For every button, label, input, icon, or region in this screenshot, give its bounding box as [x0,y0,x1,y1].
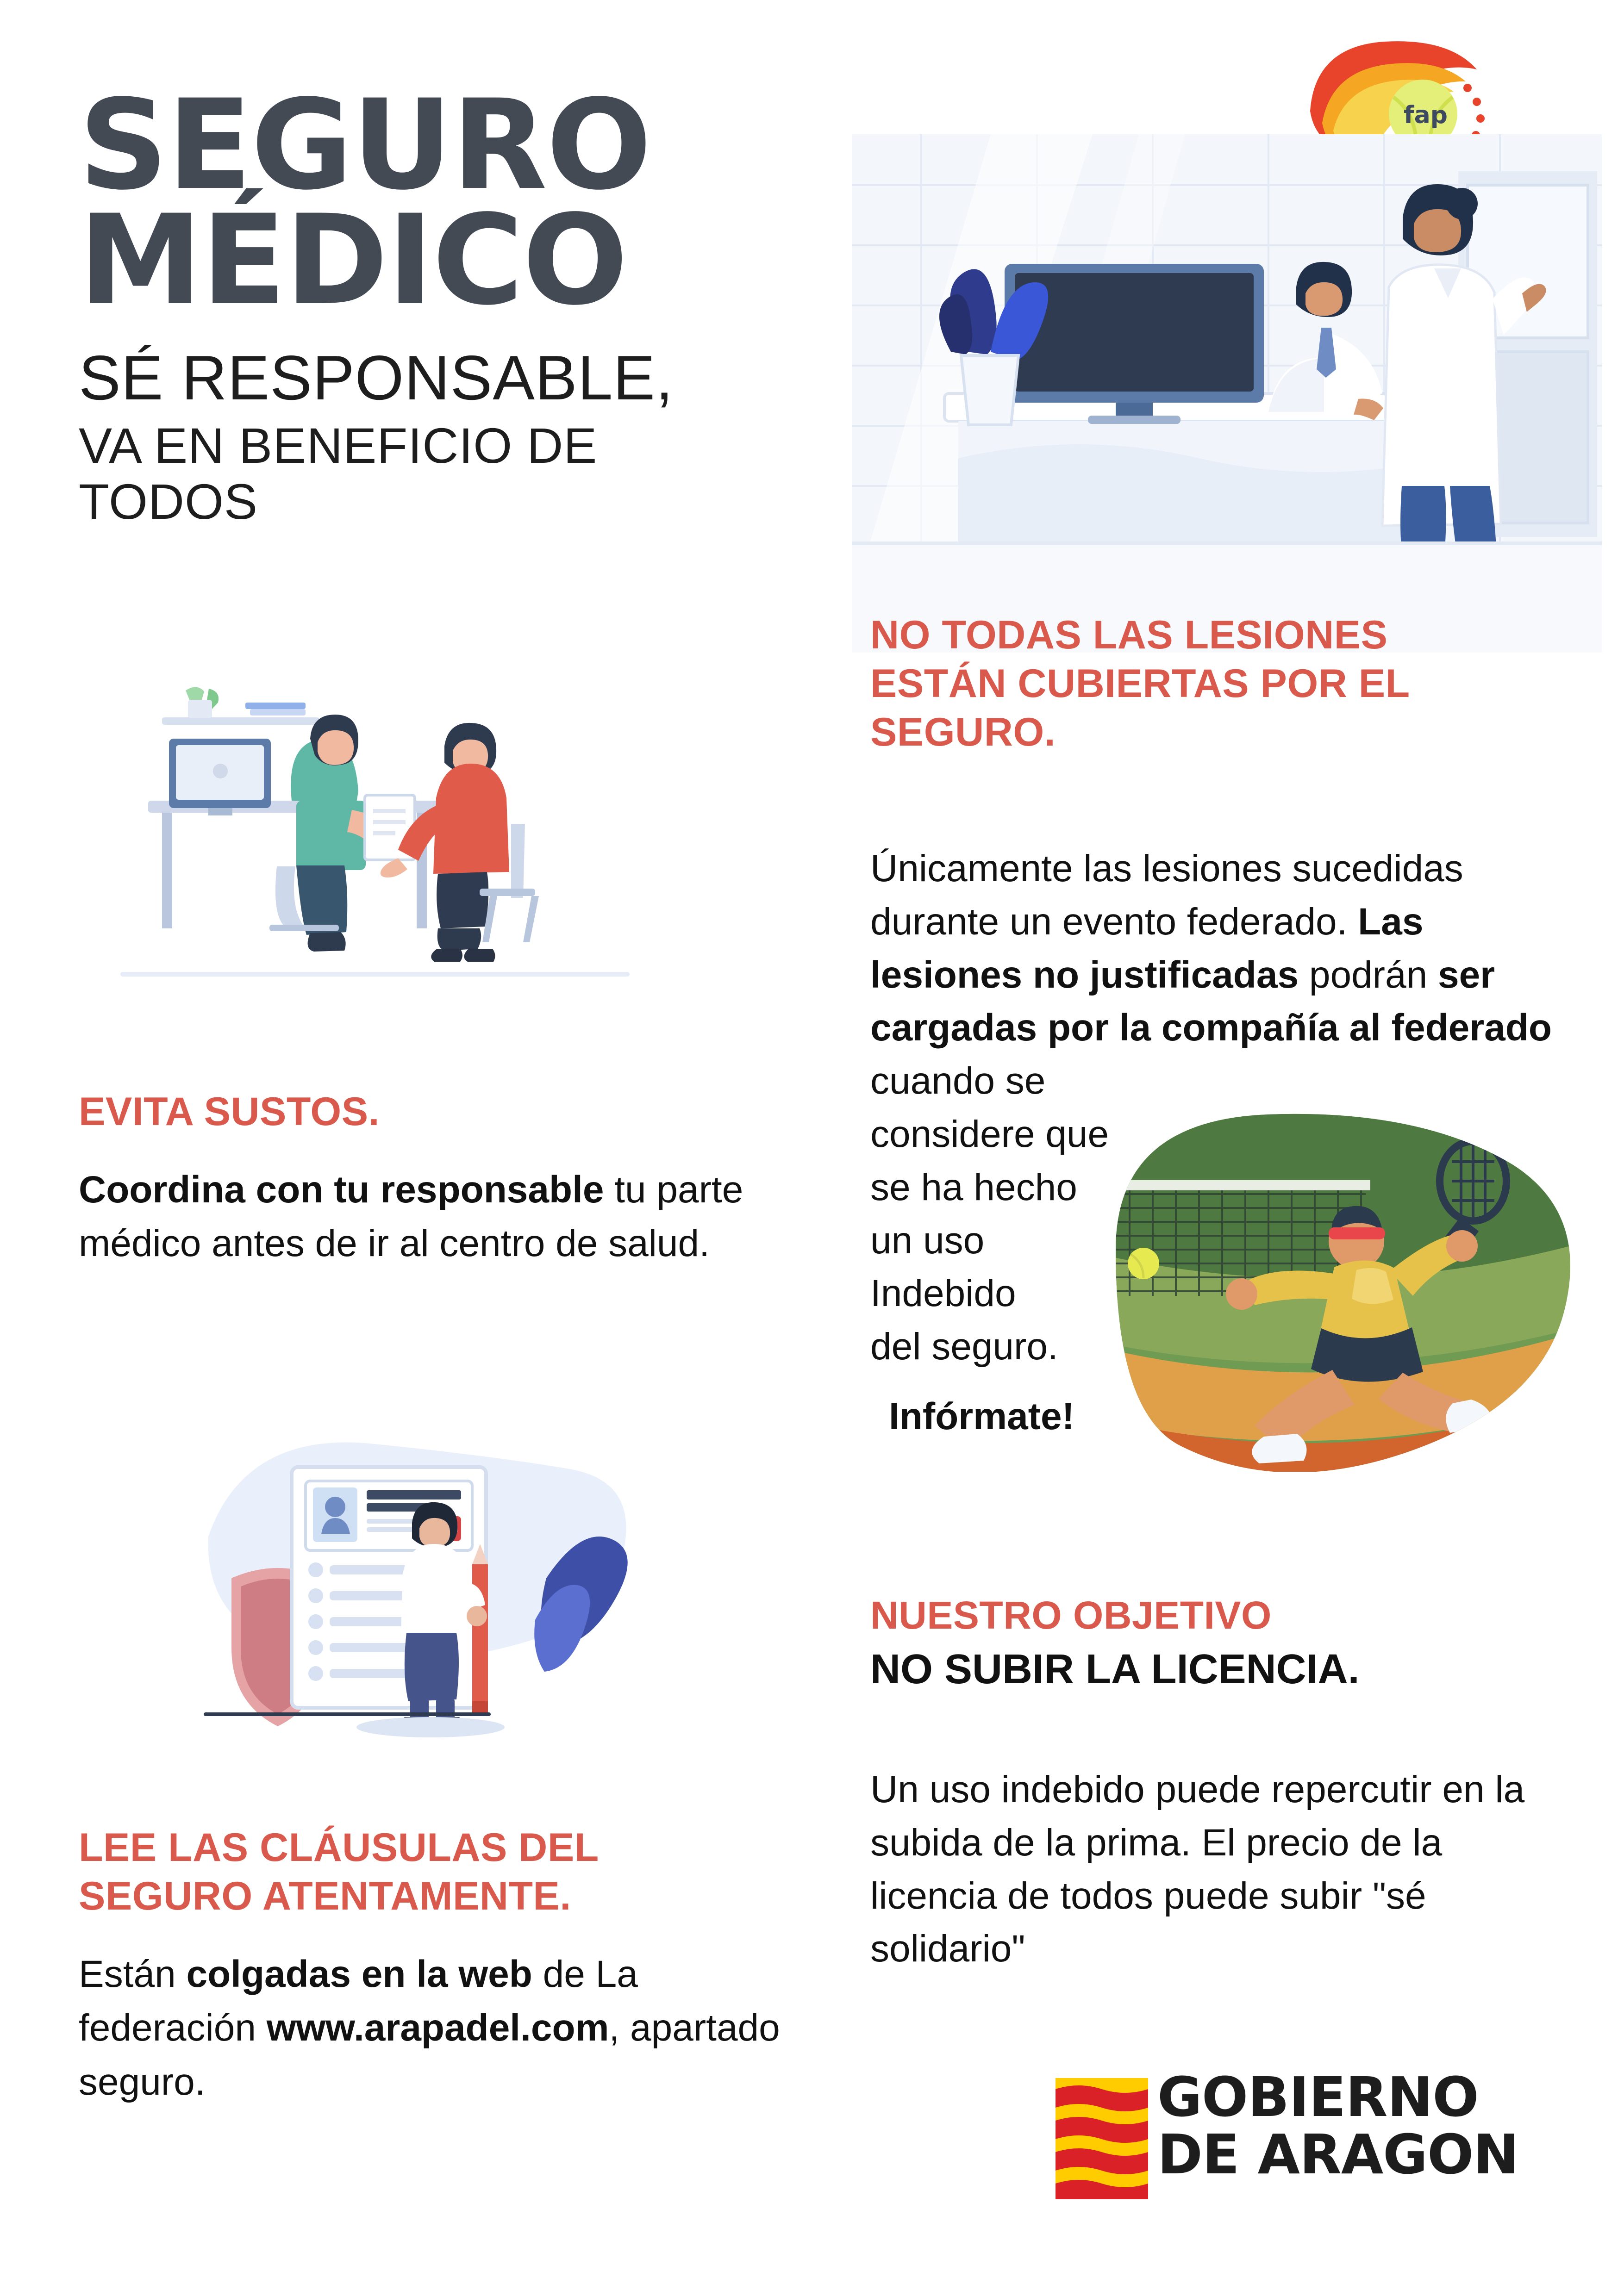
clausulas-body-mid: de La federación [79,1953,638,2049]
wrap-line-4: Indebido [870,1272,1016,1315]
unicamente-paragraph [870,842,1565,1108]
evita-sustos-body-rest: tu parte médico antes de ir al centro de salud. [79,1168,743,1265]
nocubiertas-heading-line-1: NO TODAS LAS LESIONES [870,613,1388,657]
evita-sustos-body-bold: Coordina con tu responsable [79,1168,604,1211]
unicamente-bold-1: Las lesiones no justificadas [870,900,1424,996]
evita-sustos-block [79,1088,750,1271]
evita-sustos-body [79,1163,750,1271]
informate-call-to-action: Infórmate! [889,1395,1074,1437]
clausulas-block [79,1823,782,2109]
clausulas-body [79,1948,782,2109]
unicamente-pre: Únicamente las lesiones sucedidas durante un evento federado. [870,847,1463,943]
subtitle-line-1: SÉ RESPONSABLE, [79,342,674,413]
padel-player-illustration [1079,1111,1574,1472]
clausulas-heading-line-2: SEGURO ATENTAMENTE. [79,1873,571,1918]
insurance-card-shield-illustration [153,1425,671,1749]
objetivo-heading: NUESTRO OBJETIVO [870,1593,1272,1637]
unicamente-mid-1: podrán [1299,953,1438,996]
evita-sustos-heading: EVITA SUSTOS. [79,1089,380,1134]
clinic-reception-illustration [852,134,1602,653]
clausulas-heading-line-1: LEE LAS CLÁUSULAS DEL [79,1825,599,1870]
website-link[interactable]: www.arapadel.com [266,2007,609,2049]
gobierno-line-1: GOBIERNO [1157,2065,1479,2129]
gobierno-de-aragon-wordmark [1157,2065,1519,2186]
clausulas-body-pre: Están [79,1953,187,1995]
objetivo-body-block [870,1763,1546,1976]
wrap-line-2: se ha hecho [870,1166,1077,1208]
wrap-line-1: considere que [870,1113,1109,1155]
wrap-line-3: un uso [870,1219,985,1262]
nocubiertas-heading-line-3: SEGURO. [870,709,1056,754]
wrap-line-5: del seguro. [870,1325,1058,1368]
clausulas-body-bold-web: colgadas en la web [186,1953,532,1995]
nocubiertas-heading-line-2: ESTÁN CUBIERTAS POR EL [870,661,1410,706]
clausulas-heading [79,1823,782,1921]
unicamente-end: cuando se [870,1060,1046,1102]
objetivo-body: Un uso indebido puede repercutir en la subida de la prima. El precio de la licencia de todos puede subir "sé solidario" [870,1768,1525,1970]
aragon-flag-icon [1056,2078,1148,2199]
gobierno-line-2: DE ARAGON [1157,2122,1519,2186]
objetivo-block [870,1592,1542,1694]
svg-text:fap: fap [1404,101,1448,129]
page-title-line-2: MÉDICO [79,188,627,333]
nocubiertas-heading [870,611,1532,757]
two-people-desk-illustration [93,648,657,1000]
page-title [79,73,773,333]
page-title-line-1: SEGURO [79,73,651,218]
clausulas-body-end: , apartado seguro. [79,2007,780,2103]
unicamente-bold-2: ser cargadas por la compañía al federado [870,953,1552,1049]
title-block [79,73,773,530]
nocubiertas-block [870,611,1532,757]
subtitle-line-2: VA EN BENEFICIO DE TODOS [79,417,598,529]
objetivo-subheading: NO SUBIR LA LICENCIA. [870,1646,1360,1692]
